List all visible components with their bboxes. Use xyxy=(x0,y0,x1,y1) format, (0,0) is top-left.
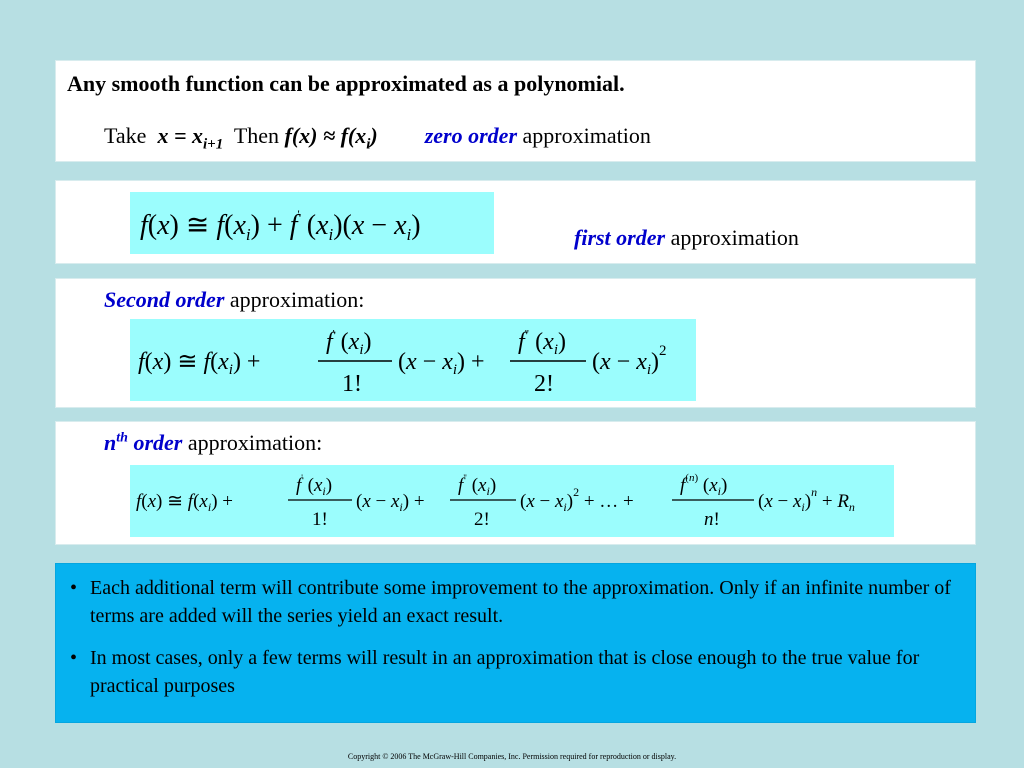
svg-text:f' (xi): f' $(x_i)$ xyxy=(326,328,372,358)
slide-heading: Any smooth function can be approximated as a polynomial. xyxy=(67,71,625,96)
second-order-rest: approximation: xyxy=(224,287,365,312)
svg-text:1!: 1! xyxy=(342,371,362,397)
bullet-text: Each additional term will contribute some improvement to the approximation. Only if an infinite number of terms are added will the series yield an exact result. xyxy=(90,577,951,627)
bullet-text: In most cases, only a few terms will result in an approximation that is close enough to the true value for practical purposes xyxy=(90,647,920,697)
svg-text:(x − xi) +: $(x - x_i)$ + xyxy=(356,491,425,514)
zero-order-emphasis: zero order xyxy=(424,123,518,148)
svg-text:(x − xi) +: $(x - x_i)$ + xyxy=(398,349,485,378)
svg-text:(x − xi)2: $(x - x_i)^2$ xyxy=(592,343,667,378)
copyright-notice: Copyright © 2006 The McGraw-Hill Companies, Inc. Permission required for reproduction or display. xyxy=(347,752,677,761)
then-expression: $f(x) \approx f(x_i)$ xyxy=(284,123,378,153)
bullet-item xyxy=(64,644,964,700)
svg-text:f(n) (xi): f(n) $(x_i)$ xyxy=(680,472,728,498)
first-order-label xyxy=(574,225,799,251)
svg-text:(x − xi)n + Rn: $(x - x_i)^n + R_n$ xyxy=(758,485,855,514)
second-order-formula xyxy=(130,319,696,401)
svg-text:f" (xi): f" $(x_i)$ xyxy=(518,328,566,358)
svg-text:f(x) ≅ f(xi) + f' (xi)(x − xi): f(x) ≅ $f(x_i) + f'$ $(x_i)(x - x_i)$ xyxy=(140,207,421,244)
nth-order-n: $n^{th}$ order xyxy=(104,430,183,455)
nth-order-label xyxy=(104,430,322,456)
take-label: Take xyxy=(104,123,147,148)
bullet-item xyxy=(64,574,964,630)
svg-text:f(x) ≅ f(xi) +: f(x) ≅ $f(x_i)$ + xyxy=(136,491,233,514)
svg-text:1!: 1! xyxy=(312,509,328,530)
svg-text:(x − xi)2 + … +: $(x - x_i)^2$ + … + xyxy=(520,485,634,514)
zero-order-panel xyxy=(55,60,976,162)
first-order-formula xyxy=(130,192,494,254)
svg-text:n!: n! xyxy=(704,509,720,530)
second-order-emphasis: Second order xyxy=(104,287,225,312)
notes-panel xyxy=(55,563,976,723)
take-expression: $x = x_{i+1}$ xyxy=(157,123,224,153)
svg-text:f(x) ≅ f(xi) +: f(x) ≅ $f(x_i)$ + xyxy=(138,349,261,378)
nth-order-formula xyxy=(130,465,894,537)
second-order-panel xyxy=(55,278,976,408)
nth-order-rest: approximation: xyxy=(182,430,323,455)
svg-text:f' (xi): f' $(x_i)$ xyxy=(296,473,333,498)
bullet-list xyxy=(64,574,964,714)
svg-text:f" (xi): f" $(x_i)$ xyxy=(458,473,497,498)
zero-order-rest: approximation xyxy=(517,123,651,148)
then-label: Then xyxy=(233,123,280,148)
nth-order-panel xyxy=(55,421,976,545)
svg-text:2!: 2! xyxy=(534,371,554,397)
bullet-dot: • xyxy=(70,577,78,599)
first-order-emphasis: first order xyxy=(574,225,666,250)
bullet-dot: • xyxy=(70,647,78,669)
zero-order-line xyxy=(104,123,651,153)
second-order-label xyxy=(104,287,364,313)
first-order-rest: approximation xyxy=(665,225,799,250)
svg-text:2!: 2! xyxy=(474,509,490,530)
first-order-panel xyxy=(55,180,976,264)
